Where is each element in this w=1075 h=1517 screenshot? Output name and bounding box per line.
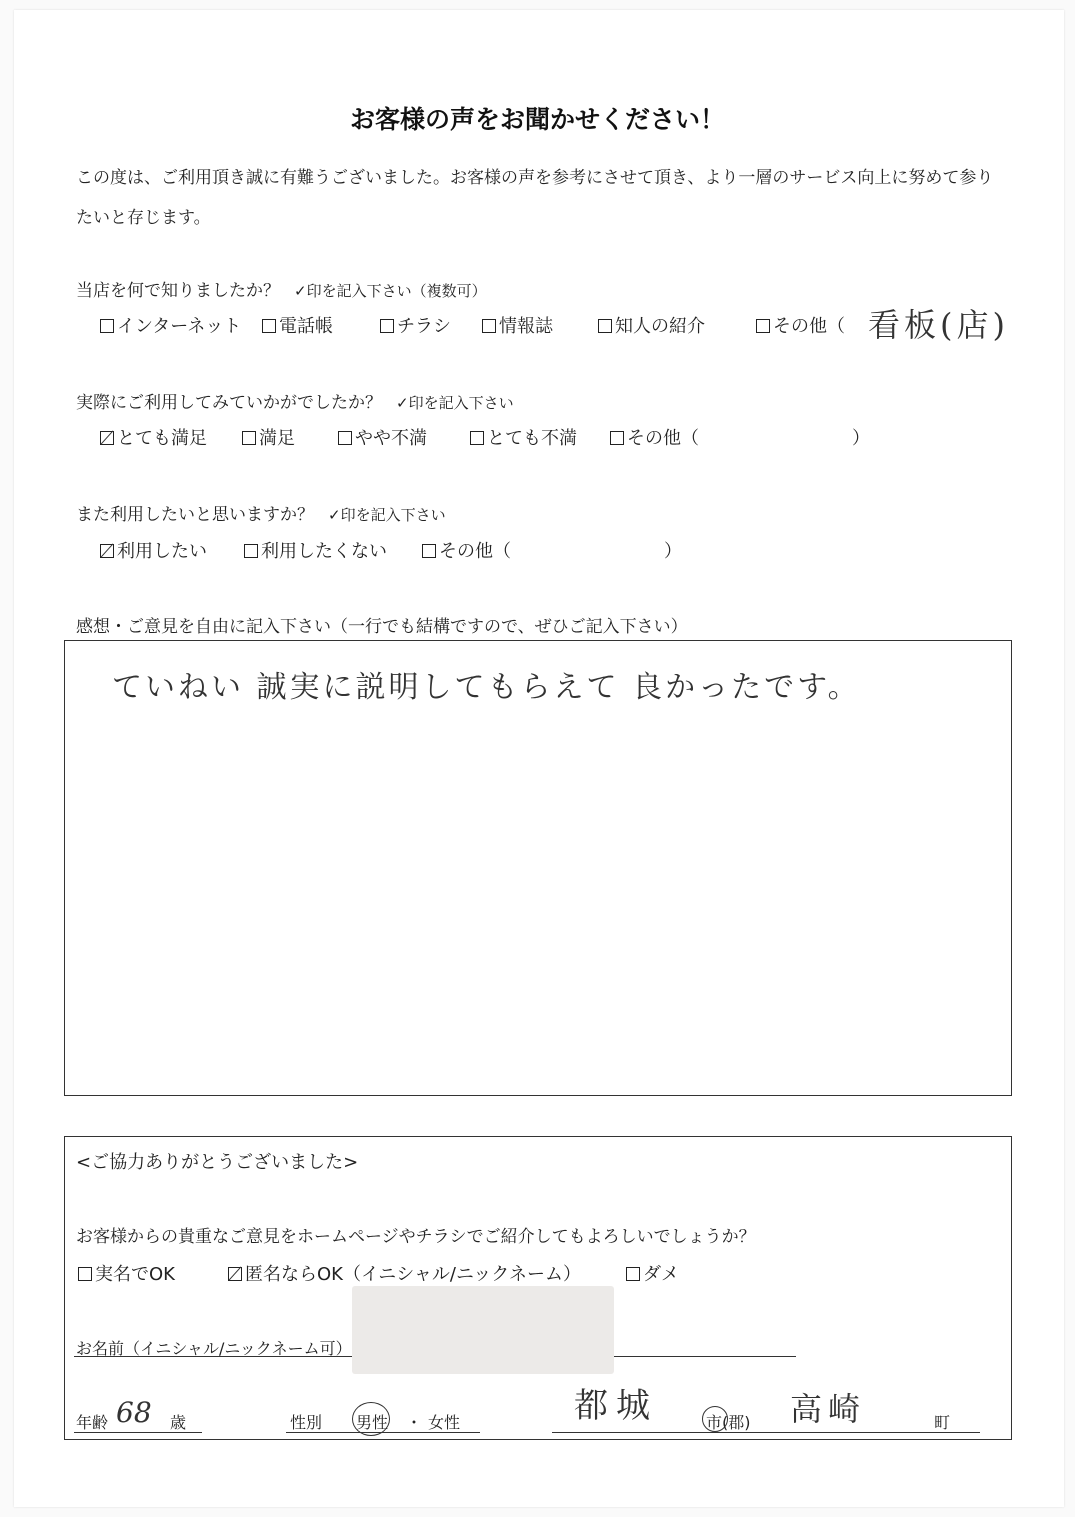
q1-option-3[interactable]: 情報誌 [482, 312, 553, 338]
q1-other-handwritten: 看板(店) [868, 306, 1009, 344]
comments-box[interactable] [64, 640, 1012, 1096]
gender-female[interactable]: 女性 [428, 1413, 461, 1432]
gender-underline [286, 1432, 480, 1433]
gender-male[interactable]: 男性 [356, 1413, 389, 1432]
checkbox[interactable] [756, 319, 770, 333]
q1-option-1[interactable]: 電話帳 [262, 312, 333, 338]
q1-option-2[interactable]: チラシ [380, 312, 451, 338]
age-label: 年齢 [76, 1413, 109, 1432]
checkbox[interactable] [380, 319, 394, 333]
city-selection-circle [702, 1406, 728, 1432]
checked-checkbox[interactable] [100, 544, 114, 558]
age-unit: 歳 [170, 1413, 187, 1432]
checkbox[interactable] [610, 431, 624, 445]
gender-selection-circle [352, 1402, 390, 1436]
town-label: 町 [934, 1413, 951, 1432]
checked-checkbox[interactable] [100, 431, 114, 445]
checkbox[interactable] [626, 1267, 640, 1281]
q2-question-row [76, 388, 514, 413]
checkbox[interactable] [470, 431, 484, 445]
permission-option-2[interactable]: ダメ [626, 1260, 679, 1286]
q3-question: また利用したいと思いますか？ [76, 505, 314, 525]
q3-close-paren: ） [664, 541, 682, 562]
intro-text: この度は、ご利用頂き誠に有難うございました。お客様の声を参考にさせて頂き、より一層のサービス向上に努めて参りたいと存じます。 [76, 168, 994, 228]
age-underline [74, 1432, 202, 1433]
q2-note: ✓印を記入下さい [396, 394, 514, 412]
comments-handwritten-answer: ていねい 誠実に説明してもらえて 良かったです。 [112, 670, 861, 705]
comments-prompt: 感想・ご意見を自由に記入下さい（一行でも結構ですので、ぜひご記入下さい） [76, 617, 688, 637]
q1-option-0[interactable]: インターネット [100, 312, 241, 338]
address-underline [552, 1432, 980, 1433]
q1-question: 当店を何で知りましたか？ [76, 281, 280, 301]
checked-checkbox[interactable] [228, 1267, 242, 1281]
town-handwritten: 高崎 [790, 1390, 867, 1428]
q3-option-1[interactable]: 利用したくない [244, 537, 387, 563]
q1-option-5[interactable]: その他（ [756, 312, 845, 338]
q2-option-4[interactable]: その他（ [610, 424, 699, 450]
checkbox[interactable] [244, 544, 258, 558]
permission-option-0[interactable]: 実名でOK [78, 1260, 175, 1286]
page-title: お客様の声をお聞かせください！ [349, 105, 725, 134]
checkbox[interactable] [338, 431, 352, 445]
gender-separator: ・ [406, 1413, 423, 1432]
q2-close-paren: ） [852, 428, 870, 449]
city-label: 市(郡) [706, 1413, 751, 1432]
q2-option-0[interactable]: とても満足 [100, 424, 207, 450]
redaction-tape [352, 1286, 614, 1374]
q1-option-4[interactable]: 知人の紹介 [598, 312, 705, 338]
thanks-heading: <ご協力ありがとうございました> [76, 1152, 359, 1173]
checkbox[interactable] [598, 319, 612, 333]
q1-question-row [76, 276, 487, 301]
q2-option-3[interactable]: とても不満 [470, 424, 577, 450]
q2-option-1[interactable]: 満足 [242, 424, 295, 450]
gender-label: 性別 [290, 1413, 323, 1432]
checkbox[interactable] [482, 319, 496, 333]
q2-option-2[interactable]: やや不満 [338, 424, 427, 450]
q2-question: 実際にご利用してみていかがでしたか？ [76, 393, 382, 413]
permission-option-1[interactable]: 匿名ならOK（イニシャル/ニックネーム） [228, 1260, 581, 1286]
permission-question: お客様からの貴重なご意見をホームページやチラシでご紹介してもよろしいでしょうか？ [76, 1227, 756, 1247]
city-handwritten: 都城 [574, 1386, 658, 1426]
checkbox[interactable] [262, 319, 276, 333]
checkbox[interactable] [78, 1267, 92, 1281]
name-label: お名前（イニシャル/ニックネーム可） [76, 1339, 352, 1358]
age-handwritten: 68 [116, 1396, 152, 1429]
q3-option-2[interactable]: その他（ [422, 537, 511, 563]
checkbox[interactable] [422, 544, 436, 558]
checkbox[interactable] [242, 431, 256, 445]
q3-note: ✓印を記入下さい [328, 506, 446, 524]
q3-option-0[interactable]: 利用したい [100, 537, 207, 563]
checkbox[interactable] [100, 319, 114, 333]
q3-question-row [76, 500, 446, 525]
q1-note: ✓印を記入下さい（複数可） [294, 282, 487, 300]
